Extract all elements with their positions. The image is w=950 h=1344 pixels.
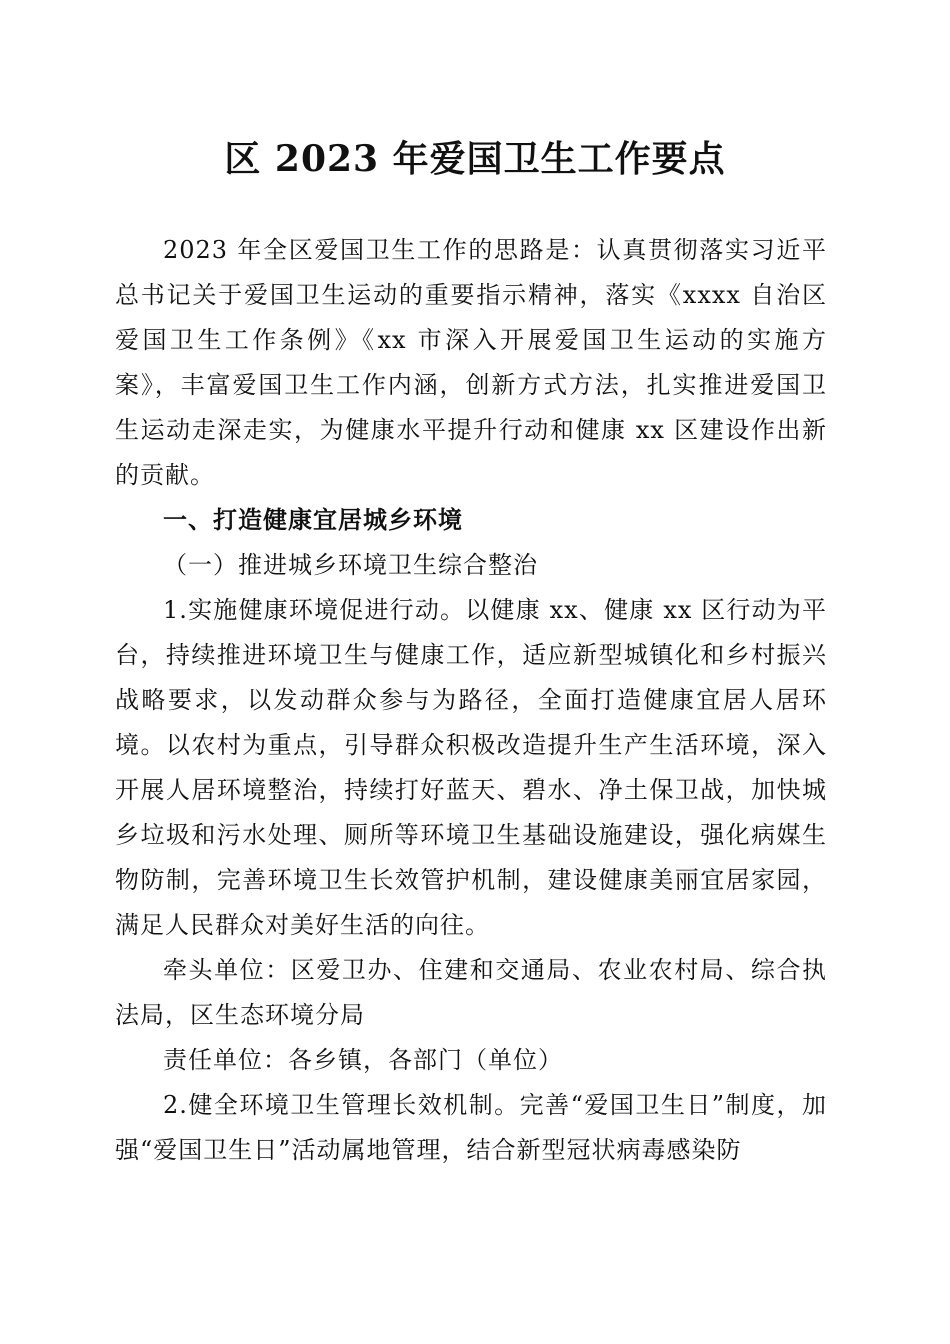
document-title: 区 2023 年爱国卫生工作要点	[224, 138, 726, 180]
lead-units-paragraph: 牵头单位：区爱卫办、住建和交通局、农业农村局、综合执法局，区生态环境分局	[115, 956, 827, 1029]
item-1-paragraph: 1.实施健康环境促进行动。以健康 xx、健康 xx 区行动为平台，持续推进环境卫生与健康工作，适应新型城镇化和乡村振兴战略要求，以发动群众参与为路径，全面打造健康宜居人居环境。以农村为重点，引导群众积极改造提升生产生活环境，深入开展人居环境整治，持续打好蓝天、碧水、净土保卫战，加快城乡垃圾和污水处理、厕所等环境卫生基础设施建设，强化病媒生物防制，完善环境卫生长效管护机制，建设健康美丽宜居家园，满足人民群众对美好生活的向往。	[115, 596, 827, 939]
section-heading-1: 一、打造健康宜居城乡环境	[163, 506, 463, 534]
document-body	[115, 228, 827, 1173]
intro-paragraph: 2023 年全区爱国卫生工作的思路是：认真贯彻落实习近平总书记关于爱国卫生运动的重要指示精神，落实《xxxx 自治区爱国卫生工作条例》《xx 市深入开展爱国卫生运动的实施方案》，丰富爱国卫生工作内涵，创新方式方法，扎实推进爱国卫生运动走深走实，为健康水平提升行动和健康 xx 区建设作出新的贡献。	[115, 236, 827, 489]
item-2-paragraph: 2.健全环境卫生管理长效机制。完善“爱国卫生日”制度，加强“爱国卫生日”活动属地管理，结合新型冠状病毒感染防	[115, 1091, 827, 1164]
responsible-units-paragraph: 责任单位：各乡镇，各部门（单位）	[163, 1046, 563, 1074]
subsection-heading-1: （一）推进城乡环境卫生综合整治	[163, 551, 538, 579]
